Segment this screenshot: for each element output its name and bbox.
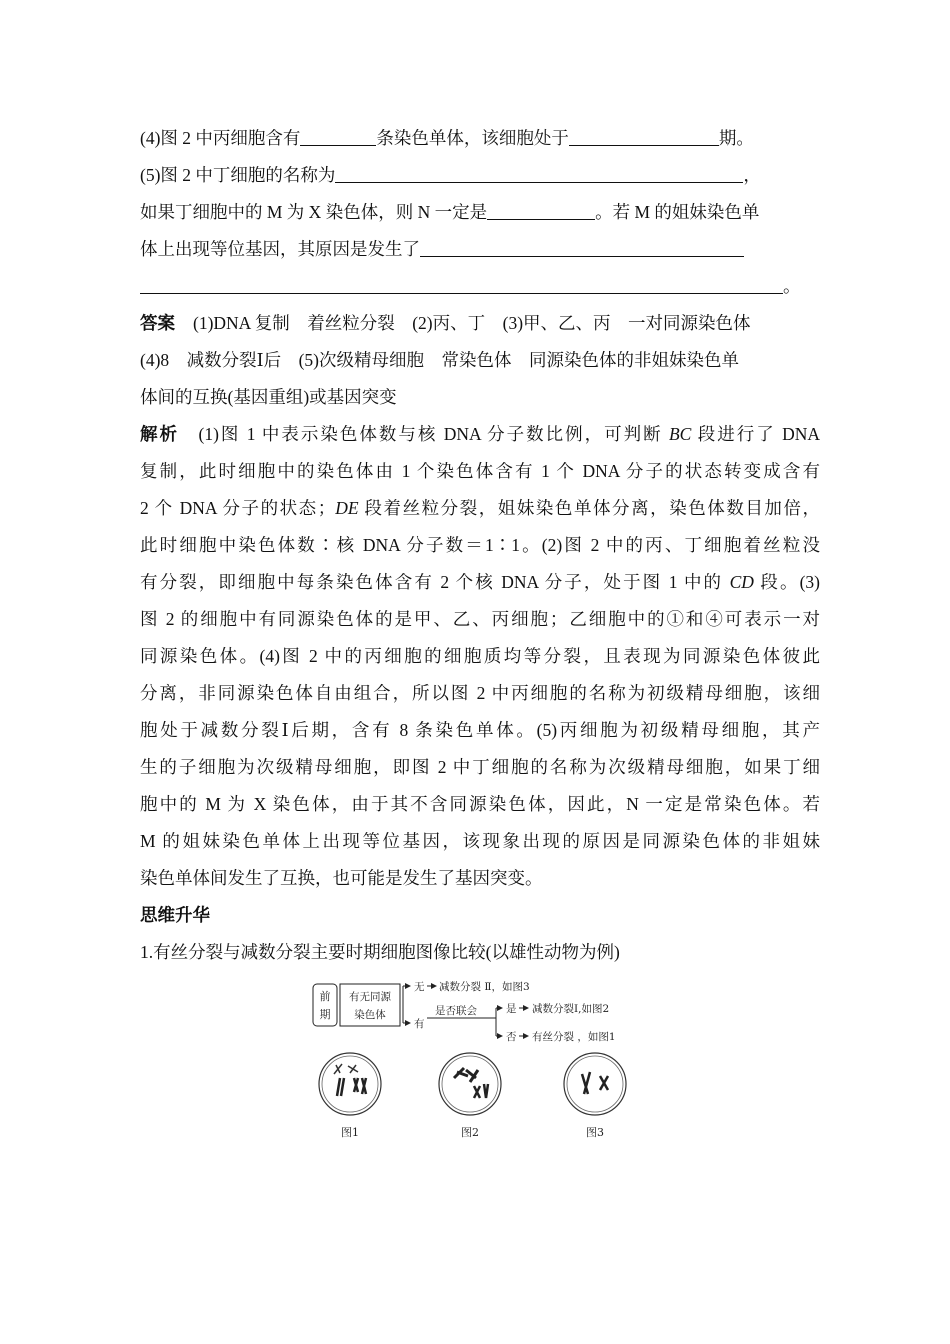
label-yes: 是 (506, 1003, 517, 1015)
analysis-text: 复制，此时细胞中的染色体由 1 个染色体含有 1 个 DNA 分子的状态转变成含有 (140, 461, 820, 481)
document-page (140, 120, 820, 971)
cell-figure-2 (439, 1053, 501, 1115)
answer-line1 (140, 305, 820, 342)
analysis-text: 有分裂，即细胞中每条染色体含有 2 个核 DNA 分子，处于图 1 中的 (140, 572, 730, 592)
result-mitosis: 有丝分裂 ，如图1 (532, 1031, 616, 1043)
analysis-line4 (140, 527, 820, 564)
figure-3-label: 图3 (586, 1126, 604, 1139)
analysis-text: 染色单体间发生了互换，也可能是发生了基因突变。 (140, 868, 543, 888)
analysis-line6 (140, 601, 820, 638)
q5-text-f: 。 (783, 276, 801, 296)
analysis-line3 (140, 490, 820, 527)
analysis-text: 段着丝粒分裂，姐妹染色单体分离，染色体数目加倍， (358, 498, 821, 518)
label-no: 无 (414, 981, 425, 993)
analysis-text: M 的姐妹染色单体上出现等位基因，该现象出现的原因是同源染色体的非姐妹 (140, 831, 820, 851)
analysis-text: 段进行了 DNA (691, 424, 820, 444)
question-5-line4 (140, 268, 820, 305)
blank-q5-reason-cont[interactable] (140, 271, 783, 294)
analysis-line5 (140, 564, 820, 601)
question-5-line1 (140, 157, 820, 194)
analysis-text: 胞处于减数分裂Ⅰ后期，含有 8 条染色单体。(5)丙细胞为初级精母细胞，其产 (140, 720, 820, 740)
result-meiosis1: 减数分裂Ⅰ,如图2 (532, 1003, 610, 1015)
analysis-text: 同源染色体。(4)图 2 中的丙细胞的细胞质均等分裂，且表现为同源染色体彼此 (140, 646, 820, 666)
answer-text-2: (4)8 减数分裂Ⅰ后 (5)次级精母细胞 常染色体 同源染色体的非姐妹染色单 (140, 350, 739, 370)
label-synapsis: 是否联会 (435, 1005, 477, 1017)
analysis-text: 段。(3) (753, 572, 821, 592)
phase-bottom-label: 期 (319, 1008, 331, 1021)
q4-text-a: (4)图 2 中丙细胞含有 (140, 128, 301, 148)
question-5-line2 (140, 194, 820, 231)
comparison-diagram (310, 978, 670, 1148)
figure-1-label: 图1 (341, 1126, 359, 1139)
q4-text-b: 条染色单体，该细胞处于 (376, 128, 569, 148)
blank-q4-phase[interactable] (569, 123, 719, 146)
analysis-line11 (140, 786, 820, 823)
answer-text-1: (1)DNA 复制 着丝粒分裂 (2)丙、丁 (3)甲、乙、丙 一对同源染色体 (193, 313, 751, 333)
analysis-line12 (140, 823, 820, 860)
homolog-bottom-label: 染色体 (354, 1009, 386, 1021)
flowchart-svg (310, 978, 670, 1148)
analysis-line7 (140, 638, 820, 675)
analysis-line10 (140, 749, 820, 786)
q5-text-e: 体上出现等位基因，其原因是发生了 (140, 239, 420, 259)
question-5-line3 (140, 231, 820, 268)
analysis-line8 (140, 675, 820, 712)
homolog-top-label: 有无同源 (349, 991, 391, 1003)
answer-label: 答案 (140, 313, 175, 333)
answer-text-3: 体间的互换(基因重组)或基因突变 (140, 387, 397, 407)
cell-figure-3 (564, 1053, 626, 1115)
figure-2-label: 图2 (461, 1126, 479, 1139)
q5-text-a: (5)图 2 中丁细胞的名称为 (140, 165, 336, 185)
analysis-line1 (140, 416, 820, 453)
analysis-text: 生的子细胞为次级精母细胞，即图 2 中丁细胞的名称为次级精母细胞，如果丁细 (140, 757, 820, 777)
result-meiosis2: 减数分裂 Ⅱ，如图3 (439, 981, 530, 993)
segment-bc: BC (668, 424, 692, 444)
blank-q5-n[interactable] (487, 197, 595, 220)
analysis-line2 (140, 453, 820, 490)
summary-heading: 思维升华 (140, 905, 210, 925)
analysis-label: 解析 (140, 424, 179, 444)
analysis-text: 分离，非同源染色体自由组合，所以图 2 中丙细胞的名称为初级精母细胞，该细 (140, 683, 820, 703)
q5-text-d: 。若 M 的姐妹染色单 (595, 202, 760, 222)
analysis-line9 (140, 712, 820, 749)
label-not: 否 (506, 1031, 517, 1043)
cell-figure-1 (319, 1053, 381, 1115)
question-4 (140, 120, 820, 157)
answer-line3 (140, 379, 820, 416)
analysis-text: (1)图 1 中表示染色体数与核 DNA 分子数比例，可判断 (179, 424, 669, 444)
blank-q5-reason[interactable] (420, 234, 744, 257)
blank-q5-name[interactable] (335, 160, 743, 183)
analysis-text: 此时细胞中染色体数∶核 DNA 分子数＝1∶1。(2)图 2 中的丙、丁细胞着丝粒没 (140, 535, 820, 555)
analysis-text: 图 2 的细胞中有同源染色体的是甲、乙、丙细胞；乙细胞中的①和④可表示一对 (140, 609, 820, 629)
q4-text-c: 期。 (718, 128, 754, 148)
segment-cd: CD (729, 572, 754, 592)
q5-text-c: 如果丁细胞中的 M 为 X 染色体，则 N 一定是 (140, 202, 488, 222)
blank-q4-count[interactable] (300, 123, 376, 146)
segment-de: DE (335, 498, 359, 518)
phase-top-label: 前 (319, 990, 331, 1003)
answer-line2 (140, 342, 820, 379)
analysis-text: 2 个 DNA 分子的状态； (140, 498, 336, 518)
analysis-text: 胞中的 M 为 X 染色体，由于其不含同源染色体，因此，N 一定是常染色体。若 (140, 794, 820, 814)
summary-item-1: 1.有丝分裂与减数分裂主要时期细胞图像比较(以雄性动物为例) (140, 942, 620, 962)
label-has: 有 (414, 1018, 425, 1030)
analysis-line13 (140, 860, 820, 897)
q5-text-b: ， (743, 165, 761, 185)
